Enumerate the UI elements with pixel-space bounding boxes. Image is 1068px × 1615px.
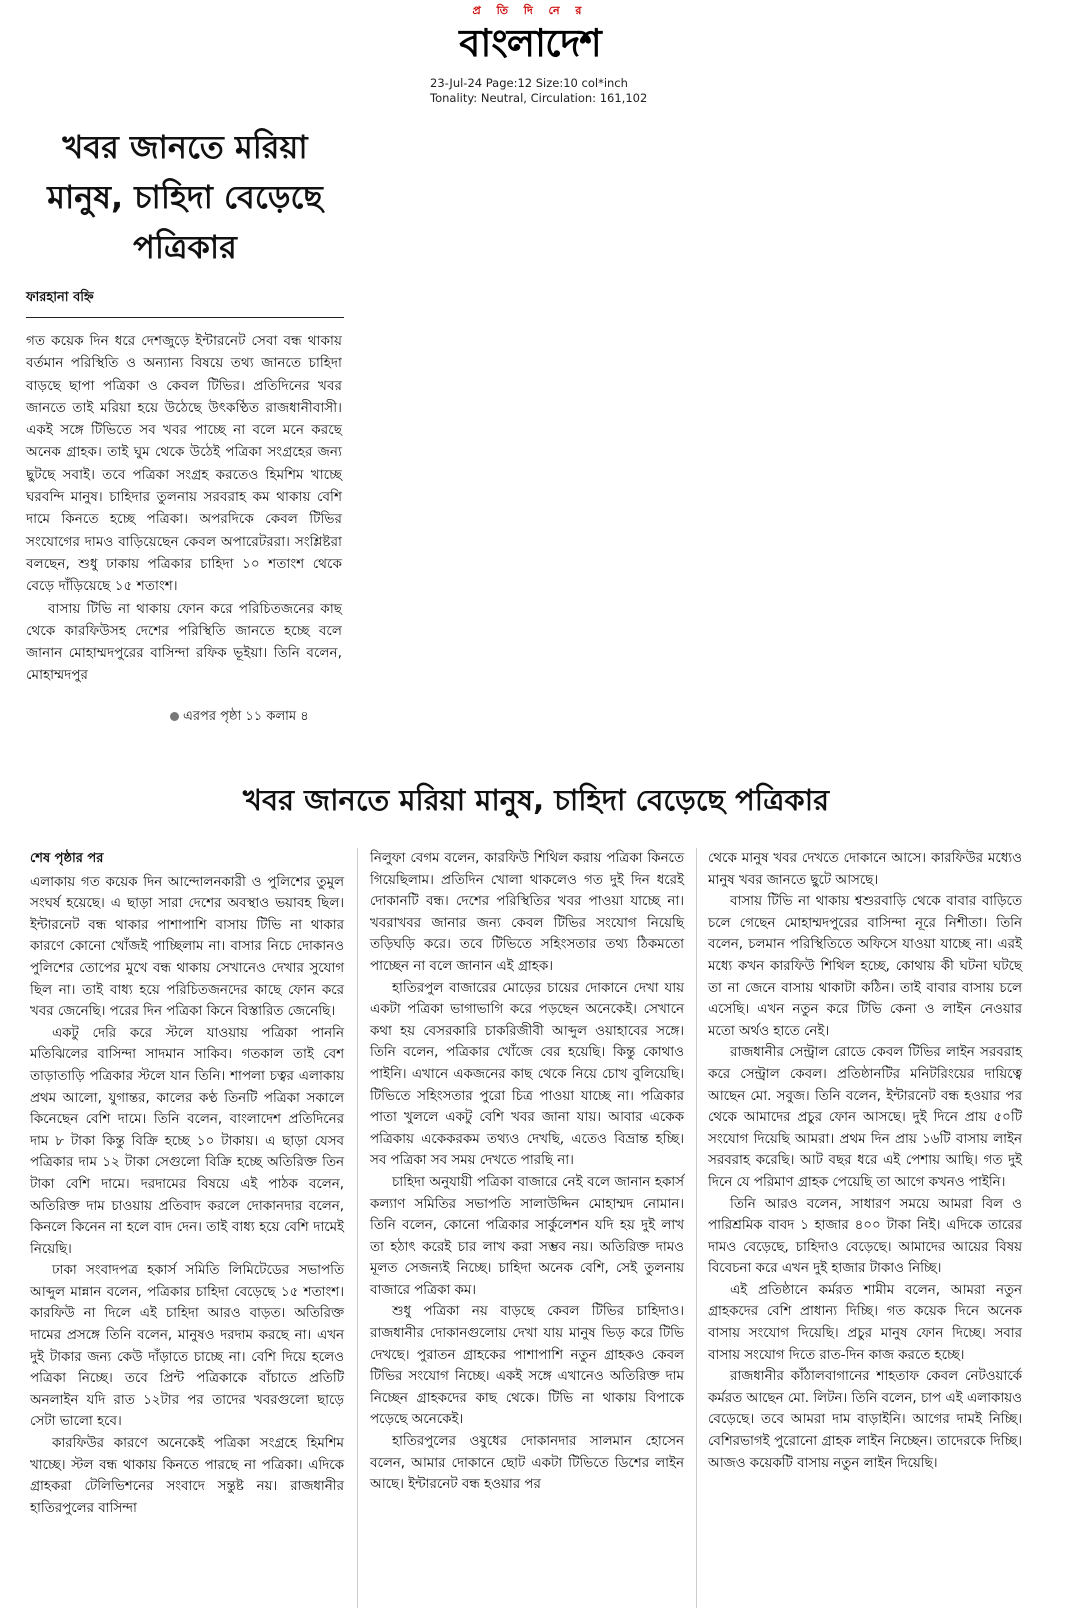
bullet-dot-icon (170, 712, 179, 721)
article2-headline: খবর জানতে মরিয়া মানুষ, চাহিদা বেড়েছে পত্রিকার (242, 783, 830, 817)
article2-paragraph: বাসায় টিভি না থাকায় শ্বশুরবাড়ি থেকে বাবার বাড়িতে চলে গেছেন মোহাম্মদপুরের বাসিন্দা নূরে নিশীতা। তিনি বলেন, চলমান পরিস্থিতিতে অফিসে যাওয়া যাচ্ছে না। এরই মধ্যে কখন কারফিউ শিথিল হচ্ছে, কোথায় কী ঘটনা ঘটছে তা না জেনে বাসায় থাকাটা কঠিন। তাই বাবার বাসায় চলে এসেছি। এখন নতুন করে টিভি কেনা ও লাইন নেওয়ার মতো অর্থও হাতে নেই। (708, 894, 1022, 1039)
clipping-meta (430, 76, 647, 106)
article1-continued (170, 707, 309, 728)
meta-line-date-page: 23-Jul-24 Page:12 Size:10 col*inch (430, 76, 628, 90)
article1-body (26, 330, 342, 687)
article1-byline: ফারহানা বহ্নি (26, 288, 344, 318)
masthead (400, 0, 660, 65)
article2-paragraph: একটু দেরি করে স্টলে যাওয়ায় পত্রিকা পাননি মতিঝিলের বাসিন্দা সাদমান সাকিব। গতকাল তাই বেশ তাড়াতাড়ি পত্রিকার স্টলে যান তিনি। শাপলা চত্বর এলাকায় প্রথম আলো, যুগান্তর, কালের কণ্ঠ তিনটি পত্রিকা সকালে কিনেছেন বেশি দামে। তিনি বলেন, বাংলাদেশ প্রতিদিনের দাম ৮ টাকা কিন্তু বিক্রি হচ্ছে ১০ টাকায়। এ ছাড়া যেসব পত্রিকার দাম ১২ টাকা সেগুলো বিক্রি হচ্ছে অতিরিক্ত তিন টাকা বেশি দামে। দরদামের বিষয়ে এই পাঠক বলেন, অতিরিক্ত দাম চাওয়ায় প্রতিবাদ করলে দোকানদার বলেন, কিনলে কিনেন না হলে বাদ দেন। তাই বাধ্য হয়ে বেশি দামেই নিয়েছি। (30, 1025, 344, 1257)
article1-paragraph: বাসায় টিভি না থাকায় ফোন করে পরিচিতজনের কাছ থেকে কারফিউসহ দেশের পরিস্থিতি জানতে হচ্ছে বলে জানান মোহাম্মদপুরের বাসিন্দা রফিক ভূইয়া। তিনি বলেন, মোহাম্মদপুর (26, 600, 342, 684)
column-divider (696, 848, 697, 1608)
masthead-tagline: প্র তি দি নে র (472, 4, 588, 17)
article2-column-2 (370, 848, 684, 1496)
column-divider (357, 848, 358, 1608)
article2-paragraph: এলাকায় গত কয়েক দিন আন্দোলনকারী ও পুলিশের তুমুল সংঘর্ষ হয়েছে। এ ছাড়া সারা দেশের অবস্থাও ভয়াবহ ছিল। ইন্টারনেট বন্ধ থাকার পাশাপাশি বাসায় টিভি না থাকার কারণে কোনো খোঁজই পাচ্ছিলাম না। বাসার নিচে দোকানও পুলিশের তোপের মুখে বন্ধ থাকায় সেখানেও দেখার সুযোগ ছিল না। তাই বাধ্য হয়ে পরিচিতজনদের কাছে ফোন করে খবর জেনেছি। পরের দিন পত্রিকা কিনে বিস্তারিত জেনেছি। (30, 874, 344, 1020)
article2-paragraph: কারফিউর কারণে অনেকেই পত্রিকা সংগ্রহে হিমশিম খাচ্ছে। স্টল বন্ধ থাকায় কিনতে পারছে না পত্রিকা। এদিকে গ্রাহকরা টেলিভিশনের সংবাদে সন্তুষ্ট নয়। রাজধানীর হাতিরপুলের বাসিন্দা (30, 1436, 344, 1516)
meta-line-tonality: Tonality: Neutral, Circulation: 161,102 (430, 91, 648, 105)
article2-paragraph: হাতিরপুলের ওষুধের দোকানদার সালমান হোসেন বলেন, আমার দোকানে ছোট একটা টিভিতে ডিশের লাইন আছে। ইন্টারনেট বন্ধ হওয়ার পর (370, 1434, 684, 1493)
article2-paragraph: রাজধানীর সেন্ট্রাল রোডে কেবল টিভির লাইন সরবরাহ করে সেন্ট্রাল কেবল। প্রতিষ্ঠানটির মনিটরিংয়ের দায়িত্বে আছেন মো. সবুজ। তিনি বলেন, ইন্টারনেট বন্ধ হওয়ার পর থেকে আমাদের প্রচুর ফোন আসছে। দুই দিনে প্রায় ৫০টি সংযোগ দিয়েছি আমরা। প্রথম দিন প্রায় ১৬টি বাসায় লাইন সরবরাহ করেছি। আট বছর ধরে এই পেশায় আছি। গত দুই দিনে যে পরিমাণ গ্রাহক পেয়েছি তা আগে কখনও পাইনি। (708, 1045, 1022, 1190)
article2-paragraph: ঢাকা সংবাদপত্র হকার্স সমিতি লিমিটেডের সভাপতি আব্দুল মান্নান বলেন, পত্রিকার চাহিদা বেড়েছে ১৫ শতাংশ। কারফিউ না দিলে এই চাহিদা আরও বাড়ত। অতিরিক্ত দামের প্রসঙ্গে তিনি বলেন, মানুষও দরদাম করছে না। এখন দুই টাকার জন্য কেউ দাঁড়াতে চাচ্ছে না। বেশি দিয়ে হলেও পত্রিকা নিচ্ছে। তবে প্রিন্ট পত্রিকাকে বাঁচাতে প্রতিটি অনলাইন যদি রাত ১২টার পর তাদের খবরগুলো ছাড়ে সেটা ভালো হবে। (30, 1263, 344, 1430)
article2-paragraph: হাতিরপুল বাজারের মোড়ের চায়ের দোকানে দেখা যায় একটা পত্রিকা ভাগাভাগি করে পড়ছেন অনেকেই। সেখানে কথা হয় বেসরকারি চাকরিজীবী আব্দুল ওয়াহাবের সঙ্গে। তিনি বলেন, পত্রিকার খোঁজে বের হয়েছি। কিন্তু কোথাও পাইনি। এখানে একজনের কাছ থেকে নিয়ে চোখ বুলিয়েছি। টিভিতে সহিংসতার পুরো চিত্র পাওয়া যাচ্ছে না। পত্রিকার পাতা খুললে একটু বেশি খবর জানা যায়। আবার একেক পত্রিকায় একেকরকম তথ্যও দেখছি, এতেও বিভ্রান্ত হচ্ছি। সব পত্রিকা সব সময় দেখতে পারছি না। (370, 980, 684, 1169)
article2-paragraph: তিনি আরও বলেন, সাধারণ সময়ে আমরা বিল ও পারিশ্রমিক বাবদ ১ হাজার ৪০০ টাকা নিই। এদিকে তারের দামও বেড়েছে, চাহিদাও বেড়েছে। আমাদের আয়ের বিষয় বিবেচনা করে এখন দুই হাজার টাকাও নিচ্ছি। (708, 1196, 1022, 1277)
article2-paragraph: নিলুফা বেগম বলেন, কারফিউ শিথিল করায় পত্রিকা কিনতে গিয়েছিলাম। প্রতিদিন খোলা থাকলেও গত দুই দিন ধরেই দোকানটি বন্ধ। দেশের পরিস্থিতির খবর পাওয়া যাচ্ছে না। খবরাখবর জানার জন্য কেবল টিভির সংযোগ নিয়েছি তড়িঘড়ি করে। তবে টিভিতে সহিংসতার তথ্য ঠিকমতো পাচ্ছেন না বলে জানান এই গ্রাহক। (370, 851, 684, 974)
article1-headline: খবর জানতে মরিয়া মানুষ, চাহিদা বেড়েছে পত্রিকার (47, 128, 323, 266)
article2-paragraph: শুধু পত্রিকা নয় বাড়ছে কেবল টিভির চাহিদাও। রাজধানীর দোকানগুলোয় দেখা যায় মানুষ ভিড় করে টিভি দেখছে। পুরাতন গ্রাহকের পাশাপাশি নতুন গ্রাহকও কেবল টিভির সংযোগ নিচ্ছে। একই সঙ্গে এখানেও অতিরিক্ত দাম নিচ্ছেন গ্রাহকদের কাছ থেকে। টিভি না থাকায় বিপাকে পড়েছে অনেকেই। (370, 1304, 684, 1428)
masthead-logo: বাংলাদেশ (459, 21, 601, 65)
article1-paragraph: গত কয়েক দিন ধরে দেশজুড়ে ইন্টারনেট সেবা বন্ধ থাকায় বর্তমান পরিস্থিতি ও অন্যান্য বিষয়ে তথ্য জানতে চাহিদা বাড়ছে ছাপা পত্রিকা ও কেবল টিভির। প্রতিদিনের খবর জানতে তাই মরিয়া হয়ে উঠেছে উৎকণ্ঠিত রাজধানীবাসী। একই সঙ্গে টিভিতে সব খবর পাচ্ছে না বলে মনে করছে অনেক গ্রাহক। তাই ঘুম থেকে উঠেই পত্রিকা সংগ্রহের জন্য ছুটছে সবাই। তবে পত্রিকা সংগ্রহ করতেও হিমশিম খাচ্ছে ঘরবন্দি মানুষ। চাহিদার তুলনায় সরবরাহ কম থাকায় বেশি দামে কিনতে হচ্ছে পত্রিকা। অপরদিকে কেবল টিভির সংযোগের দামও বাড়িয়েছেন কেবল অপারেটররা। সংশ্লিষ্টরা বলছেন, শুধু ঢাকায় পত্রিকার চাহিদা ১০ শতাংশ থেকে বেড়ে দাঁড়িয়েছে ১৫ শতাংশ। (26, 333, 342, 595)
article2-column-3 (708, 848, 1022, 1474)
article2-paragraph: চাহিদা অনুযায়ী পত্রিকা বাজারে নেই বলে জানান হকার্স কল্যাণ সমিতির সভাপতি সালাউদ্দিন মোহাম্মদ নোমান। তিনি বলেন, কোনো পত্রিকার সার্কুলেশন যদি হয় দুই লাখ তা হঠাৎ করেই চার লাখ করা সম্ভব নয়। অতিরিক্ত দামও মূলত সেজন্যই নিচ্ছে। চাহিদা অনেক বেশি, সেই তুলনায় বাজারে পত্রিকা কম। (370, 1174, 684, 1298)
article2-column-1 (30, 848, 344, 1519)
continued-label: এরপর পৃষ্ঠা ১১ কলাম ৪ (183, 709, 309, 724)
article2-paragraph: এই প্রতিষ্ঠানে কর্মরত শামীম বলেন, আমরা নতুন গ্রাহকদের বেশি প্রাধান্য দিচ্ছি। গত কয়েক দিনে অনেক বাসায় সংযোগ দিয়েছি। প্রচুর মানুষ ফোন দিচ্ছে। সবার বাসায় সংযোগ দিতে রাত-দিন কাজ করতে হচ্ছে। (708, 1282, 1022, 1363)
article2-paragraph: থেকে মানুষ খবর দেখতে দোকানে আসে। কারফিউর মধ্যেও মানুষ খবর জানতে ছুটে আসছে। (708, 851, 1022, 888)
article2-paragraph: রাজধানীর কাঁঠালবাগানের শাহতাফ কেবল নেটওয়ার্কে কর্মরত আছেন মো. লিটন। তিনি বলেন, চাপ এই এলাকায়ও বেড়েছে। তবে আমরা দাম বাড়াইনি। আগের দামই নিচ্ছি। বেশিরভাগই পুরোনো গ্রাহক লাইন নিচ্ছেন। তাদেরকে দিচ্ছি। আজও কয়েকটি বাসায় নতুন লাইন দিয়েছি। (708, 1369, 1022, 1471)
jump-label: শেষ পৃষ্ঠার পর (30, 851, 104, 866)
